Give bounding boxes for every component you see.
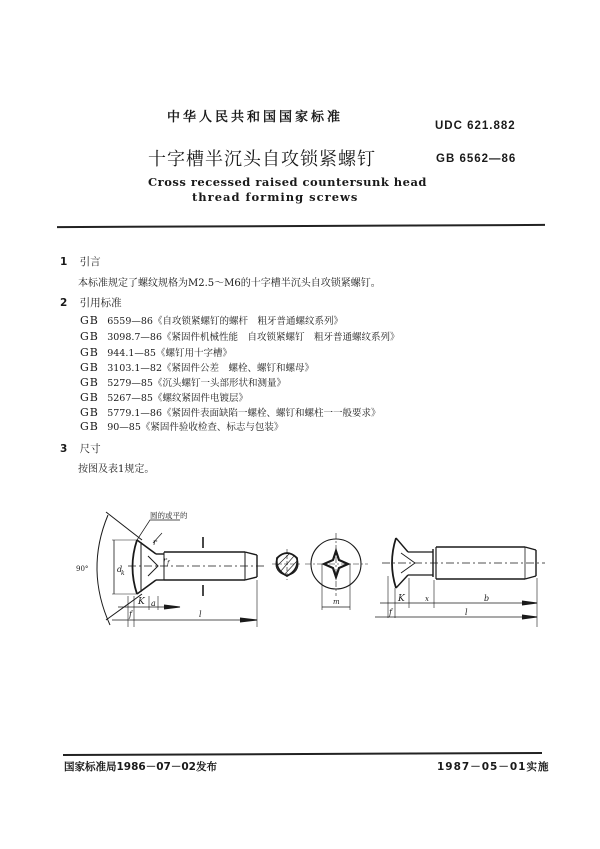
document-title-en-line1: Cross recessed raised countersunk head (148, 175, 427, 189)
reference-item: GB 6559—86《自攻锁紧螺钉的螺杆 粗牙普通螺纹系列》 (80, 314, 343, 327)
issue-date: 国家标准局1986－07－02发布 (64, 761, 217, 773)
label-f: f (129, 610, 132, 619)
section-title: 引言 (79, 256, 101, 268)
label-dk-sub: k (121, 570, 125, 577)
label-b: b (484, 594, 490, 603)
udc-number: UDC 621.882 (435, 120, 516, 132)
section-number: 2 (60, 297, 68, 309)
label-x: x (425, 595, 429, 603)
label-l: l (199, 610, 202, 619)
section-3-text: 按图及表1规定。 (78, 464, 155, 475)
reference-item: GB 3103.1—82《紧固件公差 螺栓、螺钉和螺母》 (80, 361, 315, 374)
label-rf-sub: f (167, 560, 170, 567)
label-l-right: l (465, 608, 468, 617)
label-K: K (138, 597, 145, 607)
reference-item: GB 5267—85《螺纹紧固件电镀层》 (80, 391, 248, 404)
label-a: a (151, 599, 156, 608)
reference-item: GB 90—85《紧固件验收检查、标志与包装》 (80, 420, 284, 433)
section-number: 1 (60, 256, 68, 268)
angle-arc (97, 515, 110, 625)
label-m: m (333, 598, 340, 606)
section-title: 尺寸 (79, 443, 101, 455)
label-dk: d (117, 565, 123, 574)
section-number: 3 (60, 443, 68, 455)
section-title: 引用标准 (79, 297, 122, 309)
reference-item: GB 5779.1—86《紧固件表面缺陷一螺栓、螺钉和螺柱一一般要求》 (80, 406, 381, 419)
document-title-cn: 十字槽半沉头自攻锁紧螺钉 (148, 149, 376, 170)
section-1-text: 本标准规定了螺纹规格为M2.5～M6的十字槽半沉头自攻锁紧螺钉。 (78, 278, 381, 289)
reference-item: GB 5279—85《沉头螺钉一头部形状和测量》 (80, 376, 286, 389)
issuer-title: 中华人民共和国国家标准 (167, 110, 344, 125)
reference-item: GB 944.1—85《螺钉用十字槽》 (80, 346, 232, 359)
effective-date: 1987－05－01实施 (437, 761, 550, 773)
reference-item: GB 3098.7—86《紧固件机械性能 自攻锁紧螺钉 粗牙普通螺纹系列》 (80, 330, 400, 343)
label-r: r (153, 538, 157, 547)
label-f-right: f (389, 608, 392, 617)
label-K-right: K (398, 594, 405, 604)
annotation-round-or-flat: 圆的或平的 (150, 511, 188, 520)
standard-number: GB 6562—86 (436, 153, 517, 165)
document-title-en-line2: thread forming screws (192, 190, 359, 204)
label-rf: r (163, 556, 167, 565)
angle-label: 90° (76, 565, 89, 573)
